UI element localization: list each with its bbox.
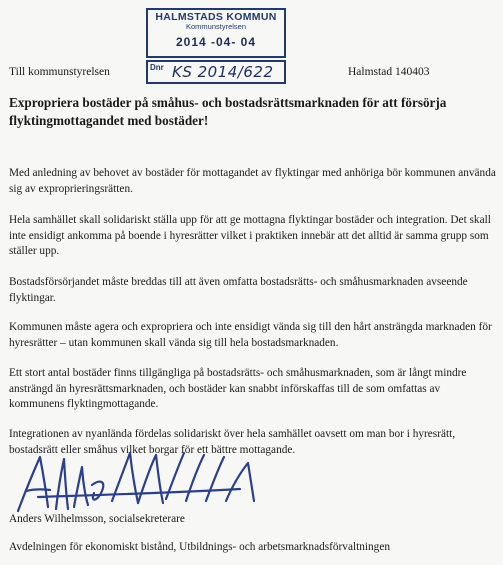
department-footer: Avdelningen för ekonomiskt bistånd, Utbildnings- och arbetsmarknadsförvaltningen xyxy=(9,541,390,553)
paragraph: Hela samhället skall solidariskt ställa upp för att ge mottagna flyktingar bostäder och integration. Det skall inte ensidigt ankomma på boende i hyresrätter vilket i praktiken innebär att det alltid är samma grupp som ställer upp. xyxy=(9,214,491,257)
handwritten-signature xyxy=(8,445,268,517)
dnr-value: KS 2014/622 xyxy=(172,63,274,81)
stamp-organization: HALMSTADS KOMMUN xyxy=(155,11,277,23)
signer-name: Anders Wilhelmsson, socialsekreterare xyxy=(9,513,185,525)
paragraph: Bostadsförsörjandet måste breddas till att även omfatta bostadsrätts- och småhusmarknaden avseende flyktingar. xyxy=(9,276,468,304)
stamp-date: 2014 -04- 04 xyxy=(175,35,257,49)
stamp-department: Kommunstyrelsen xyxy=(185,22,247,31)
paragraph: Med anledning av behovet av bostäder för mottagandet av flyktingar med anhöriga bör kommunen använda sig av exproprieringsrätten. xyxy=(9,167,496,195)
registration-number-box xyxy=(146,60,286,84)
received-stamp xyxy=(146,8,286,58)
place-date: Halmstad 140403 xyxy=(348,66,430,78)
paragraph: Kommunen måste agera och expropriera och inte ensidigt vända sig till den hårt ansträngda marknaden för hyresrätter – utan kommunen skall vända sig till hela bostadsmarknaden. xyxy=(9,321,492,349)
paragraph: Integrationen av nyanlända fördelas solidariskt över hela samhället oavsett om man bor i hyresrätt, bostadsrätt eller småhus vilket borgar för ett bättre mottagande. xyxy=(9,428,456,456)
dnr-label: Dnr xyxy=(150,63,164,72)
recipient: Till kommunstyrelsen xyxy=(9,66,110,78)
letter-title: Expropriera bostäder på småhus- och bostadsrättsmarknaden för att försörja flyktingmottagandet med bostäder! xyxy=(9,95,447,128)
paragraph: Ett stort antal bostäder finns tillgängliga på bostadsrätts- och småhusmarknaden, som är långt mindre ansträngd än hyresrättsmarknaden, och bostäder kan snabbt införskaffas till de som omfattas av kommunens flyktingmottagande. xyxy=(9,367,467,410)
